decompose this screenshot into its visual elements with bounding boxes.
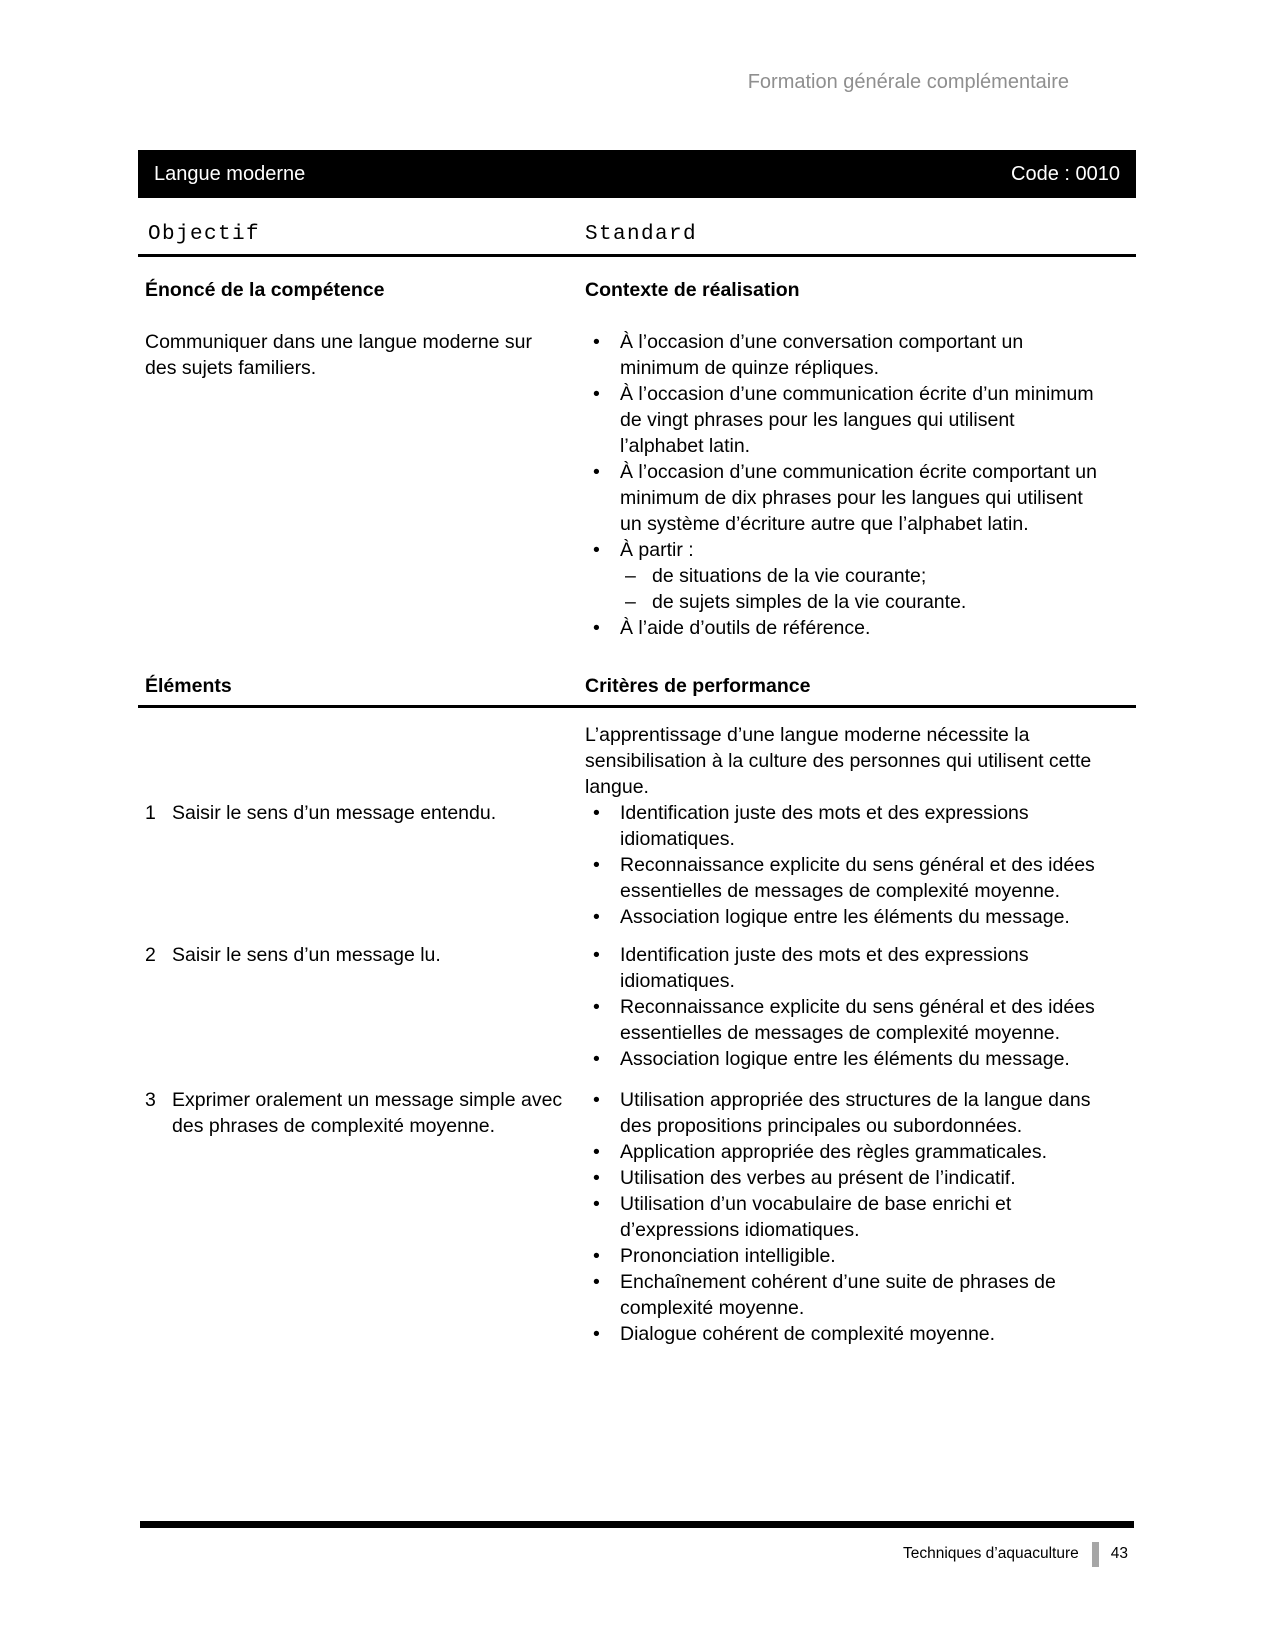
bullet-icon: • [593,1089,600,1111]
title-bar [138,150,1136,198]
criterion-text: Identification juste des mots et des expressions idiomatiques. [620,802,1029,850]
bullet-icon: • [593,1048,600,1070]
bullet-item [585,329,1100,381]
elements-header-row [138,673,1136,699]
criterion-text: Utilisation d’un vocabulaire de base enrichi et d’expressions idiomatiques. [620,1193,1012,1241]
bullet-icon: • [593,1141,600,1163]
criteria-cell [585,942,1136,1072]
criterion-item [585,1243,1100,1269]
item-text: Saisir le sens d’un message entendu. [172,802,497,824]
bullet-text: À l’aide d’outils de référence. [620,617,871,639]
criterion-item [585,852,1100,904]
table-header-row [138,222,1136,248]
criterion-item [585,942,1100,994]
dash-icon: – [625,591,636,613]
standard-column [585,277,1136,641]
bullet-text: À l’occasion d’une conversation comportant un minimum de quinze répliques. [620,331,1024,379]
sub-item [625,589,1100,615]
bullet-icon: • [593,1271,600,1293]
criteres-label: Critères de performance [585,675,811,697]
course-title: Langue moderne [154,162,306,185]
criterion-text: Application appropriée des règles grammaticales. [620,1141,1048,1163]
sub-list [620,563,1100,615]
criterion-item [585,1321,1100,1347]
item-number: 3 [145,1089,156,1111]
criterion-item [585,1165,1100,1191]
document-header: Formation générale complémentaire [747,71,1069,93]
criterion-text: Enchaînement cohérent d’une suite de phrases de complexité moyenne. [620,1271,1056,1319]
bullet-item [585,537,1100,615]
criterion-item [585,1269,1100,1321]
sub-item [625,563,1100,589]
bullet-icon: • [593,802,600,824]
footer-program: Techniques d’aquaculture [902,1545,1079,1562]
criteria-cell [585,1087,1136,1347]
page-number: 43 [1110,1545,1128,1562]
header-rule [138,254,1136,257]
bullet-icon: • [593,996,600,1018]
course-code: Code : 0010 [1011,162,1120,185]
element-row-1 [138,722,1136,930]
enonce-label: Énoncé de la compétence [145,279,385,301]
criterion-text: Association logique entre les éléments du message. [620,1048,1070,1070]
criterion-item [585,994,1100,1046]
footer-divider [1092,1542,1099,1567]
criterion-text: Prononciation intelligible. [620,1245,836,1267]
criterion-item [585,904,1100,930]
item-number: 1 [145,802,156,824]
criterion-text: Identification juste des mots et des expressions idiomatiques. [620,944,1029,992]
criterion-item [585,1191,1100,1243]
page-content [138,0,1136,1347]
element-row-2 [138,942,1136,1072]
bullet-icon: • [593,461,600,483]
item-text: Saisir le sens d’un message lu. [172,944,441,966]
element-item [138,722,585,930]
criteria-cell [585,722,1136,930]
bullet-text: À l’occasion d’une communication écrite comportant un minimum de dix phrases pour les langues qui utilisent un système d’écriture autre que l’alphabet latin. [620,461,1097,535]
objectif-standard-section [138,277,1136,641]
criterion-item [585,800,1100,852]
objectif-header: Objectif [148,223,261,246]
criteria-list [585,942,1136,1072]
bullet-text: À l’occasion d’une communication écrite d’un minimum de vingt phrases pour les langues qui utilisent l’alphabet latin. [620,383,1094,457]
contexte-label: Contexte de réalisation [585,279,800,301]
criterion-text: Utilisation appropriée des structures de la langue dans des propositions principales ou subordonnées. [620,1089,1091,1137]
item-number: 2 [145,944,156,966]
criterion-item [585,1087,1100,1139]
bullet-item [585,615,1100,641]
bullet-item [585,459,1100,537]
bullet-icon: • [593,1323,600,1345]
bullet-icon: • [593,383,600,405]
criterion-text: Dialogue cohérent de complexité moyenne. [620,1323,996,1345]
criterion-text: Reconnaissance explicite du sens général et des idées essentielles de messages de complexité moyenne. [620,854,1095,902]
element-row-3 [138,1087,1136,1347]
elements-label: Éléments [145,675,232,697]
standard-header: Standard [585,223,698,246]
bullet-icon: • [593,854,600,876]
criterion-text: Association logique entre les éléments du message. [620,906,1070,928]
criterion-text: Reconnaissance explicite du sens général et des idées essentielles de messages de complexité moyenne. [620,996,1095,1044]
criterion-item [585,1046,1100,1072]
sub-item-text: de situations de la vie courante; [652,565,927,587]
bullet-icon: • [593,944,600,966]
bullet-icon: • [593,1167,600,1189]
elements-rule [138,705,1136,708]
footer-rule [140,1521,1134,1528]
bullet-item [585,381,1100,459]
bullet-icon: • [593,906,600,928]
contexte-list [585,329,1136,641]
criterion-text: Utilisation des verbes au présent de l’indicatif. [620,1167,1016,1189]
bullet-icon: • [593,1193,600,1215]
bullet-icon: • [593,539,600,561]
bullet-icon: • [593,617,600,639]
dash-icon: – [625,565,636,587]
bullet-text: À partir : [620,539,694,561]
page-footer [138,1541,1128,1567]
item-text: Exprimer oralement un message simple avec des phrases de complexité moyenne. [172,1089,563,1137]
bullet-icon: • [593,1245,600,1267]
criteria-list [585,800,1136,930]
intro-paragraph: L’apprentissage d’une langue moderne nécessite la sensibilisation à la culture des personnes qui utilisent cette langue. [585,724,1092,798]
bullet-icon: • [593,331,600,353]
criteria-list [585,1087,1136,1347]
objectif-column [138,277,585,641]
element-item [138,942,585,1072]
element-item [138,1087,585,1347]
sub-item-text: de sujets simples de la vie courante. [652,591,967,613]
criteria-section [138,722,1136,1347]
enonce-text: Communiquer dans une langue moderne sur des sujets familiers. [145,331,532,379]
criterion-item [585,1139,1100,1165]
